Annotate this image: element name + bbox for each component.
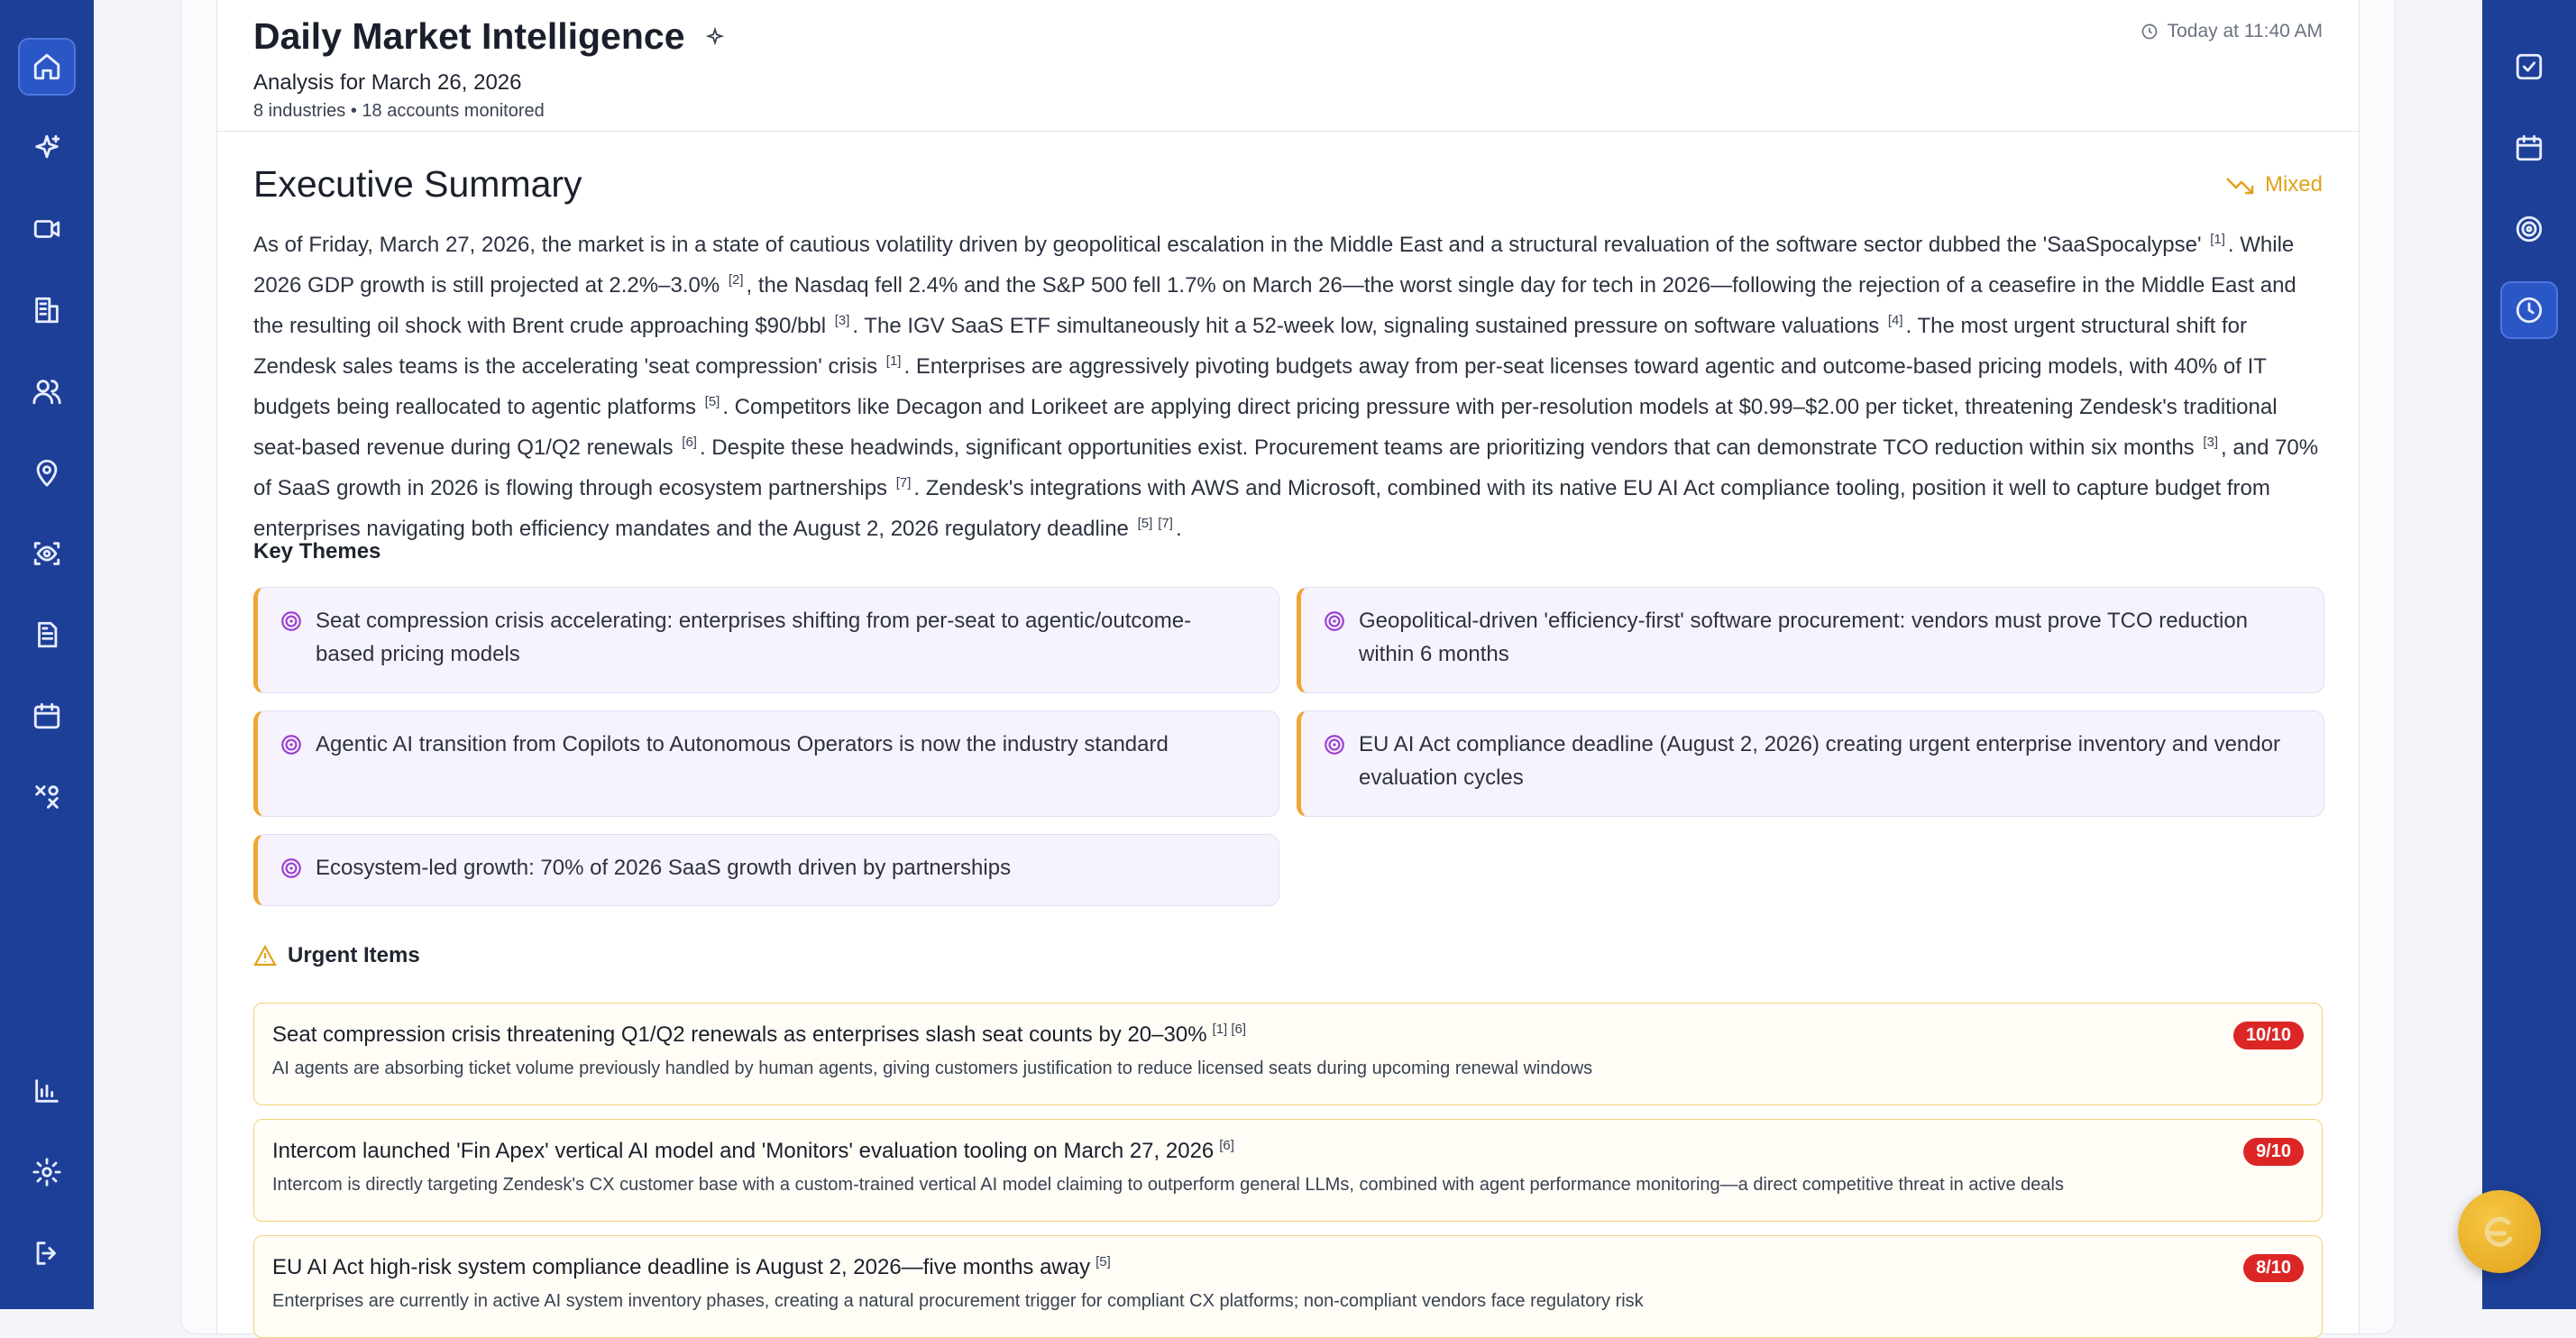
citation[interactable]: [6] (679, 435, 700, 450)
key-themes-title: Key Themes (253, 539, 380, 564)
target-icon (1323, 733, 1346, 756)
nav-buildings-button[interactable] (18, 281, 76, 339)
clock-icon (2141, 23, 2159, 41)
sparkle-icon (705, 27, 725, 47)
urgent-item-description: Enterprises are currently in active AI system inventory phases, creating a natural procurement trigger for compliant CX platforms; non-compliant vendors face regulatory risk (272, 1291, 2304, 1312)
right-tool-rail (2482, 0, 2576, 1309)
urgent-item-title-text: Intercom launched 'Fin Apex' vertical AI model and 'Monitors' evaluation tooling on March 27, 2026 (272, 1139, 1214, 1163)
bar-chart-icon (32, 1076, 62, 1106)
section-title: Executive Summary (253, 163, 582, 205)
citation[interactable]: [7] (1155, 516, 1176, 531)
urgent-item-description: AI agents are absorbing ticket volume previously handled by human agents, giving customers justification to reduce licensed seats during upcoming renewal windows (272, 1058, 2304, 1079)
target-icon (1323, 609, 1346, 633)
left-nav-rail (0, 0, 94, 1309)
urgent-item[interactable] (253, 1003, 2323, 1105)
citation[interactable]: [3] (832, 313, 853, 328)
target-icon (280, 733, 303, 756)
theme-card (253, 710, 1279, 817)
users-icon (32, 376, 62, 407)
urgent-item-title-text: EU AI Act high-risk system compliance deadline is August 2, 2026—five months away (272, 1255, 1090, 1279)
urgency-score-badge: 9/10 (2243, 1138, 2304, 1166)
assistant-fab-button[interactable] (2458, 1190, 2541, 1273)
target-icon (280, 609, 303, 633)
video-icon (32, 214, 62, 244)
sparkles-icon (32, 133, 62, 163)
warning-icon (253, 945, 277, 967)
citation[interactable]: [1] (2207, 232, 2228, 247)
urgent-item[interactable] (253, 1119, 2323, 1222)
summary-text: As of Friday, March 27, 2026, the market is in a state of cautious volatility driven by geopolitical escalation in the Middle East and a structural revaluation of the software sector dubbed the 'SaaSpocalypse' (253, 233, 2207, 257)
citation[interactable]: [5] (702, 394, 723, 409)
nav-home-button[interactable] (18, 38, 76, 96)
citation[interactable]: [5] (1090, 1254, 1111, 1269)
nav-calendar-button[interactable] (18, 687, 76, 745)
logout-icon (32, 1238, 62, 1269)
summary-text: . Despite these headwinds, significant opportunities exist. Procurement teams are prioritizing vendors that can demonstrate TCO reduction within six months (700, 435, 2200, 460)
building-icon (32, 295, 62, 325)
summary-text: . (1176, 517, 1182, 541)
summary-text: . Competitors like Decagon and Lorikeet are applying direct pricing pressure with per-resolution models at $0.99–$2.00 per ticket, threatening Zendesk's traditional seat-based revenue during Q1/Q2 renewals (253, 395, 2278, 460)
theme-card (1297, 710, 2324, 817)
sentiment-indicator (2225, 172, 2323, 197)
summary-text: . Enterprises are aggressively pivoting budgets away from per-seat licenses toward agentic and outcome-based pricing models, with 40% of IT budgets being reallocated to agentic platforms (253, 354, 2266, 419)
summary-text: , the Nasdaq fell 2.4% and the S&P 500 fell 1.7% on March 26—the worst single day for tech in 2026—following the rejection of a ceasefire in the Middle East and the resulting oil shock with Brent crude approaching $90/bbl (253, 273, 2296, 338)
citation[interactable]: [1] [6] (1207, 1022, 1247, 1037)
summary-text: . The most urgent structural shift for Zendesk sales teams is the accelerating 'seat compression' crisis (253, 314, 2247, 379)
theme-card (253, 587, 1279, 693)
nav-tools-button[interactable] (18, 768, 76, 826)
scan-eye-icon (32, 538, 62, 569)
calendar-icon (32, 701, 62, 731)
theme-card (253, 834, 1279, 906)
trending-down-icon (2225, 175, 2254, 195)
urgent-item-title (272, 1254, 2304, 1280)
sentiment-label: Mixed (2265, 172, 2323, 197)
calendar-icon (2514, 133, 2544, 163)
summary-text: . The IGV SaaS ETF simultaneously hit a 52-week low, signaling sustained pressure on software valuations (852, 314, 1884, 338)
citation[interactable]: [7] (894, 475, 914, 490)
urgent-items-title: Urgent Items (288, 943, 420, 968)
urgent-item[interactable] (253, 1235, 2323, 1338)
tasks-button[interactable] (2500, 38, 2558, 96)
urgency-score-badge: 8/10 (2243, 1254, 2304, 1282)
target-icon (2514, 214, 2544, 244)
theme-card (1297, 587, 2324, 693)
theme-text: Agentic AI transition from Copilots to Autonomous Operators is now the industry standard (316, 732, 1169, 756)
summary-text: . While 2026 GDP growth is still projected at 2.2%–3.0% (253, 233, 2294, 298)
map-pin-icon (32, 457, 62, 488)
nav-settings-button[interactable] (18, 1143, 76, 1201)
theme-text: Seat compression crisis accelerating: enterprises shifting from per-seat to agentic/outcome-based pricing models (316, 609, 1191, 666)
clock-icon (2514, 295, 2544, 325)
theme-text: Ecosystem-led growth: 70% of 2026 SaaS growth driven by partnerships (316, 856, 1011, 880)
gear-icon (32, 1157, 62, 1187)
assistant-icon (2478, 1210, 2521, 1253)
nav-documents-button[interactable] (18, 606, 76, 664)
executive-summary-header (253, 163, 2323, 217)
key-themes-label (253, 539, 380, 564)
nav-ai-button[interactable] (18, 119, 76, 177)
report-header (253, 15, 2323, 115)
executive-summary-text (253, 222, 2323, 546)
tools-icon (32, 782, 62, 812)
citation[interactable]: [2] (726, 272, 747, 288)
nav-contacts-button[interactable] (18, 362, 76, 420)
page-title: Daily Market Intelligence (253, 15, 685, 58)
urgent-item-title-text: Seat compression crisis threatening Q1/Q2 renewals as enterprises slash seat counts by 20–30% (272, 1022, 1207, 1047)
home-icon (32, 51, 62, 82)
summary-text: , and 70% of SaaS growth in 2026 is flowing through ecosystem partnerships (253, 435, 2318, 500)
nav-location-button[interactable] (18, 444, 76, 501)
header-divider (217, 131, 2359, 132)
citation[interactable]: [3] (2200, 435, 2221, 450)
schedule-button[interactable] (2500, 119, 2558, 177)
theme-text: EU AI Act compliance deadline (August 2, 2026) creating urgent enterprise inventory and vendor evaluation cycles (1359, 732, 2280, 790)
citation[interactable]: [5] (1135, 516, 1156, 531)
last-updated (2141, 21, 2323, 42)
history-button[interactable] (2500, 281, 2558, 339)
urgency-score-badge: 10/10 (2233, 1022, 2304, 1049)
theme-text: Geopolitical-driven 'efficiency-first' software procurement: vendors must prove TCO reduction within 6 months (1359, 609, 2248, 666)
nav-logout-button[interactable] (18, 1224, 76, 1282)
checkbox-icon (2514, 51, 2544, 82)
citation[interactable]: [4] (1885, 313, 1906, 328)
urgent-item-title (272, 1138, 2304, 1164)
file-text-icon (32, 619, 62, 650)
nav-analytics-button[interactable] (18, 1062, 76, 1120)
analysis-date: Analysis for March 26, 2026 (253, 70, 2323, 96)
citation[interactable]: [1] (884, 353, 904, 369)
nav-video-button[interactable] (18, 200, 76, 258)
report-card (216, 0, 2360, 1334)
monitoring-summary: 8 industries • 18 accounts monitored (253, 101, 2323, 122)
urgent-item-title (272, 1022, 2304, 1048)
urgent-items-label (253, 943, 420, 968)
nav-watch-button[interactable] (18, 525, 76, 582)
target-icon (280, 857, 303, 880)
summary-text: . Zendesk's integrations with AWS and Microsoft, combined with its native EU AI Act compliance tooling, position it well to capture budget from enterprises navigating both efficiency mandates and the August 2, 2026 regulatory deadline (253, 476, 2270, 541)
targets-button[interactable] (2500, 200, 2558, 258)
timestamp-text: Today at 11:40 AM (2168, 21, 2323, 42)
citation[interactable]: [6] (1214, 1138, 1234, 1153)
urgent-item-description: Intercom is directly targeting Zendesk's CX customer base with a custom-trained vertical AI model claiming to outperform general LLMs, combined with agent performance monitoring—a direct competitive threat in active deals (272, 1175, 2304, 1196)
